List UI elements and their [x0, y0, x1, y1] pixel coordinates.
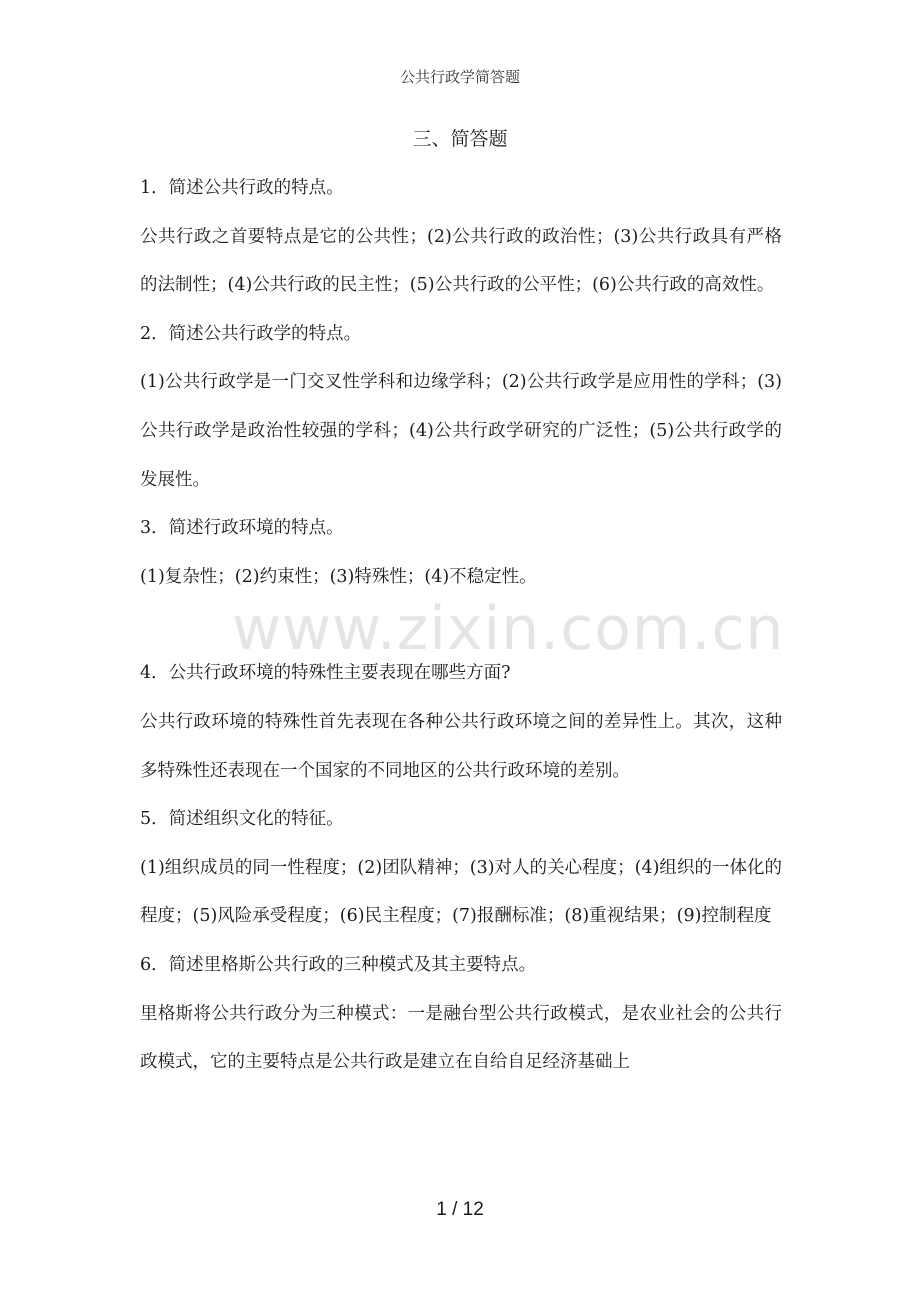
question-5: 5．简述组织文化的特征。: [140, 809, 344, 830]
answer-6: 里格斯将公共行政分为三种模式：一是融台型公共行政模式，是农业社会的公共行政模式，它的主要特点是公共行政是建立在自给自足经济基础上: [140, 1003, 782, 1073]
running-header: 公共行政学简答题: [399, 68, 520, 86]
answer-5: (1)组织成员的同一性程度；(2)团队精神；(3)对人的关心程度；(4)组织的一体化的程度；(5)风险承受程度；(6)民主程度；(7)报酬标准；(8)重视结果；(9)控制程度: [140, 857, 782, 927]
question-6: 6．简述里格斯公共行政的三种模式及其主要特点。: [140, 954, 537, 975]
section-title: 三、简答题: [412, 128, 508, 150]
answer-1: 公共行政之首要特点是它的公共性；(2)公共行政的政治性；(3)公共行政具有严格的法制性；(4)公共行政的民主性；(5)公共行政的公平性；(6)公共行政的高效性。: [140, 226, 782, 296]
answer-2: (1)公共行政学是一门交叉性学科和边缘学科；(2)公共行政学是应用性的学科；(3)公共行政学是政治性较强的学科；(4)公共行政学研究的广泛性；(5)公共行政学的发展性。: [140, 372, 782, 490]
watermark: www.zixin.com.cn: [232, 594, 785, 664]
question-1: 1．简述公共行政的特点。: [140, 178, 344, 198]
answer-4: 公共行政环境的特殊性首先表现在各种公共行政环境之间的差异性上。其次，这种多特殊性还表现在一个国家的不同地区的公共行政环境的差别。: [140, 711, 782, 781]
question-4: 4．公共行政环境的特殊性主要表现在哪些方面?: [140, 663, 511, 684]
page-indicator: 1 / 12: [436, 1199, 484, 1220]
question-3: 3．简述行政环境的特点。: [140, 518, 344, 539]
question-2: 2．简述公共行政学的特点。: [140, 323, 362, 344]
answer-3: (1)复杂性；(2)约束性；(3)特殊性；(4)不稳定性。: [140, 566, 537, 587]
